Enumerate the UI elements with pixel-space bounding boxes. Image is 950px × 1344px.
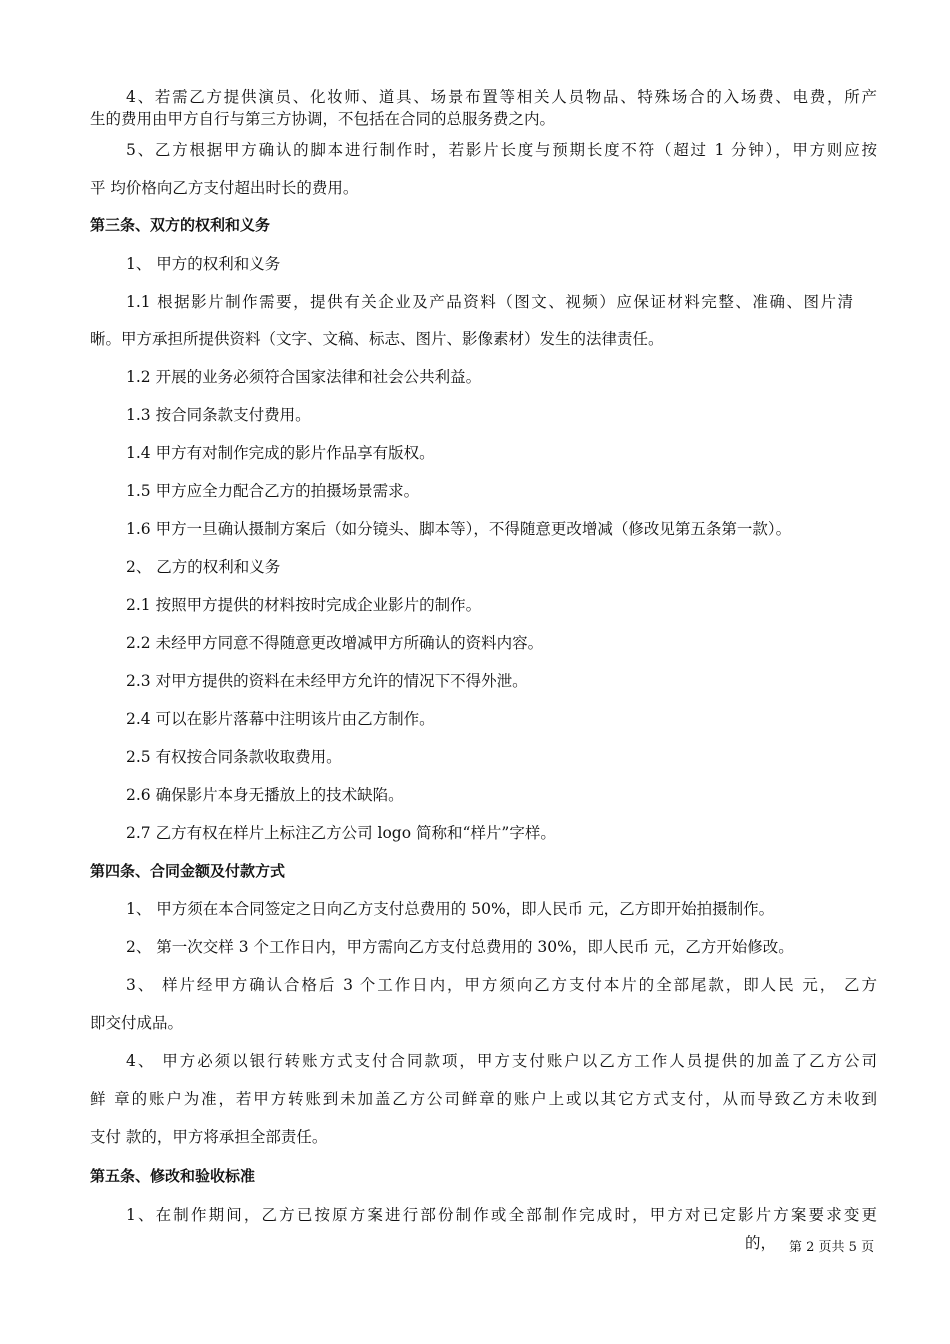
clause-2-1: 2.1 按照甲方提供的材料按时完成企业影片的制作。 (126, 596, 482, 614)
clause-2-4: 2.4 可以在影片落幕中注明该片由乙方制作。 (126, 710, 435, 728)
paragraph-item-4-line2: 生的费用由甲方自行与第三方协调，不包括在合同的总服务费之内。 (90, 110, 556, 128)
paragraph-item-5-line2: 平 均价格向乙方支付超出时长的费用。 (90, 179, 359, 197)
paragraph-item-5-line1: 5、乙方根据甲方确认的脚本进行制作时，若影片长度与预期长度不符（超过 1 分钟），甲方则应按 (126, 141, 877, 159)
clause-2-2: 2.2 未经甲方同意不得随意更改增减甲方所确认的资料内容。 (126, 634, 544, 652)
clause-2-3: 2.3 对甲方提供的资料在未经甲方允许的情况下不得外泄。 (126, 672, 528, 690)
payment-item-4-line2: 鲜 章的账户为准，若甲方转账到未加盖乙方公司鲜章的账户上或以其它方式支付，从而导致乙方未收到 (90, 1090, 877, 1108)
modification-item-1-line1: 1、在制作期间，乙方已按原方案进行部份制作或全部制作完成时，甲方对已定影片方案要求变更 (126, 1206, 877, 1224)
clause-1-3: 1.3 按合同条款支付费用。 (126, 406, 311, 424)
clause-1-1-line2: 晰。甲方承担所提供资料（文字、文稿、标志、图片、影像素材）发生的法律责任。 (90, 330, 664, 348)
payment-item-2: 2、 第一次交样 3 个工作日内，甲方需向乙方支付总费用的 30%，即人民币 元，乙方开始修改。 (126, 938, 794, 956)
paragraph-item-4-line1: 4、若需乙方提供演员、化妆师、道具、场景布置等相关人员物品、特殊场合的入场费、电费，所产 (126, 88, 877, 106)
payment-item-4-line3: 支付 款的，甲方将承担全部责任。 (90, 1128, 328, 1146)
clause-2-5: 2.5 有权按合同条款收取费用。 (126, 748, 342, 766)
payment-item-3-line1: 3、 样片经甲方确认合格后 3 个工作日内，甲方须向乙方支付本片的全部尾款，即人民 元， 乙方 (126, 976, 877, 994)
clause-1-5: 1.5 甲方应全力配合乙方的拍摄场景需求。 (126, 482, 420, 500)
subheading-party-b-rights: 2、 乙方的权利和义务 (126, 558, 281, 576)
section-heading-article-5: 第五条、修改和验收标准 (90, 1167, 256, 1185)
clause-1-4: 1.4 甲方有对制作完成的影片作品享有版权。 (126, 444, 435, 462)
subheading-party-a-rights: 1、 甲方的权利和义务 (126, 255, 281, 273)
section-heading-article-3: 第三条、双方的权利和义务 (90, 216, 271, 234)
clause-1-6: 1.6 甲方一旦确认摄制方案后（如分镜头、脚本等），不得随意更改增减（修改见第五条第一款）。 (126, 520, 792, 538)
clause-1-2: 1.2 开展的业务必须符合国家法律和社会公共利益。 (126, 368, 482, 386)
payment-item-3-line2: 即交付成品。 (90, 1014, 184, 1032)
clause-1-1-line1: 1.1 根据影片制作需要，提供有关企业及产品资料（图文、视频）应保证材料完整、准确、图片清 (126, 293, 853, 311)
section-heading-article-4: 第四条、合同金额及付款方式 (90, 862, 286, 880)
clause-2-7: 2.7 乙方有权在样片上标注乙方公司 logo 简称和“样片”字样。 (126, 824, 556, 842)
payment-item-4-line1: 4、 甲方必须以银行转账方式支付合同款项，甲方支付账户以乙方工作人员提供的加盖了乙方公司 (126, 1052, 877, 1070)
modification-item-1-line2: 的， (745, 1234, 777, 1252)
page-number-footer: 第 2 页共 5 页 (789, 1240, 875, 1255)
clause-2-6: 2.6 确保影片本身无播放上的技术缺陷。 (126, 786, 404, 804)
payment-item-1: 1、 甲方须在本合同签定之日向乙方支付总费用的 50%，即人民币 元，乙方即开始拍摄制作。 (126, 900, 775, 918)
